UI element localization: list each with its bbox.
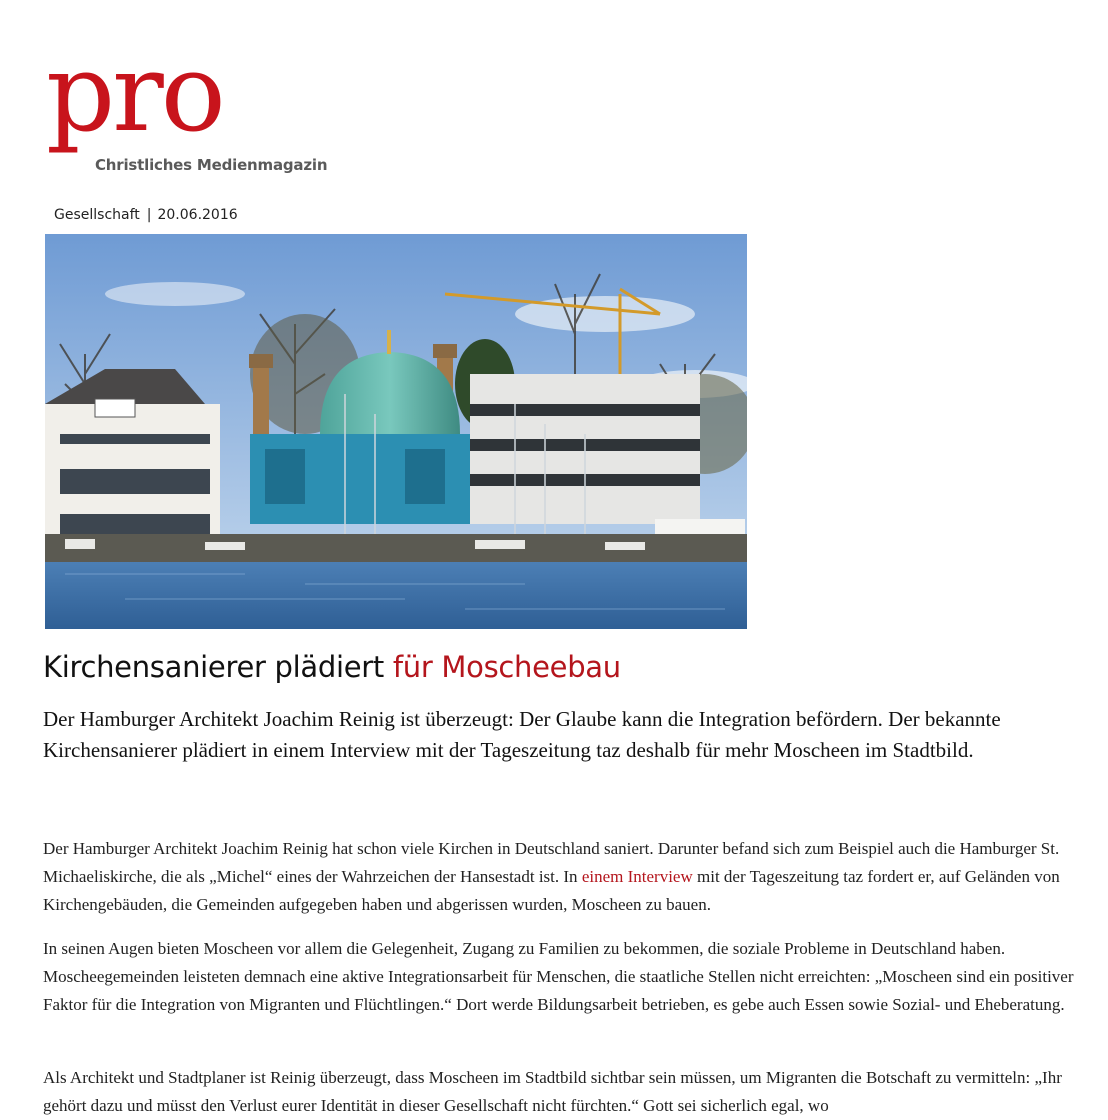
headline-part-1: Kirchensanierer plädiert xyxy=(43,650,393,684)
article-meta xyxy=(54,207,238,223)
logo-wordmark: pro xyxy=(46,31,223,156)
meta-separator: | xyxy=(146,207,152,223)
article-headline xyxy=(43,650,621,684)
interview-link[interactable]: einem Interview xyxy=(581,867,693,886)
mosque-lake-photo xyxy=(45,234,747,629)
article-lead: Der Hamburger Architekt Joachim Reinig ist überzeugt: Der Glaube kann die Integration befördern. Der bekannte Kirchensanierer plädiert in einem Interview mit der Tageszeitung taz deshalb für mehr Moscheen im Stadtbild. xyxy=(43,707,1001,762)
site-logo[interactable] xyxy=(46,31,346,180)
logo-tagline: Christliches Medienmagazin xyxy=(95,156,328,174)
hero-image xyxy=(45,234,747,629)
headline-part-2: für Moscheebau xyxy=(392,650,621,684)
p1-text-before: Der Hamburger Architekt Joachim Reinig hat schon viele Kirchen in Deutschland saniert. Darunter befand sich zum Beispiel auch die Hamburger St. Michaeliskirche, die als „Michel“ eines der Wahrzeichen der Hansestadt ist. In xyxy=(43,839,1060,886)
body-paragraph-2: In seinen Augen bieten Moscheen vor allem die Gelegenheit, Zugang zu Familien zu bekommen, die soziale Probleme in Deutschland haben. Moscheegemeinden leisteten demnach eine aktive Integrationsarbeit für Menschen, die staatliche Stellen nicht erreichten: „Moscheen sind ein positiver Faktor für die Integration von Migranten und Flüchtlingen.“ Dort werde Bildungsarbeit betrieben, es gebe auch Essen sowie Sozial- und Eheberatung. xyxy=(43,939,1074,1014)
body-paragraph-1 xyxy=(43,835,1093,919)
p1-text-after: mit der Tageszeitung taz fordert er, auf Geländen von Kirchengebäuden, die Gemeinden aufgegeben haben und abgerissen wurden, Moscheen zu bauen. xyxy=(43,867,1060,914)
body-paragraph-3: Als Architekt und Stadtplaner ist Reinig überzeugt, dass Moscheen im Stadtbild sichtbar sein müssen, um Migranten die Botschaft zu vermitteln: „Ihr gehört dazu und müsst den Verlust eurer Identität in dieser Gesellschaft nicht fürchten.“ Gott sei sicherlich egal, wo xyxy=(43,1068,1062,1115)
publish-date: 20.06.2016 xyxy=(157,207,238,223)
category-link[interactable]: Gesellschaft xyxy=(54,207,140,223)
